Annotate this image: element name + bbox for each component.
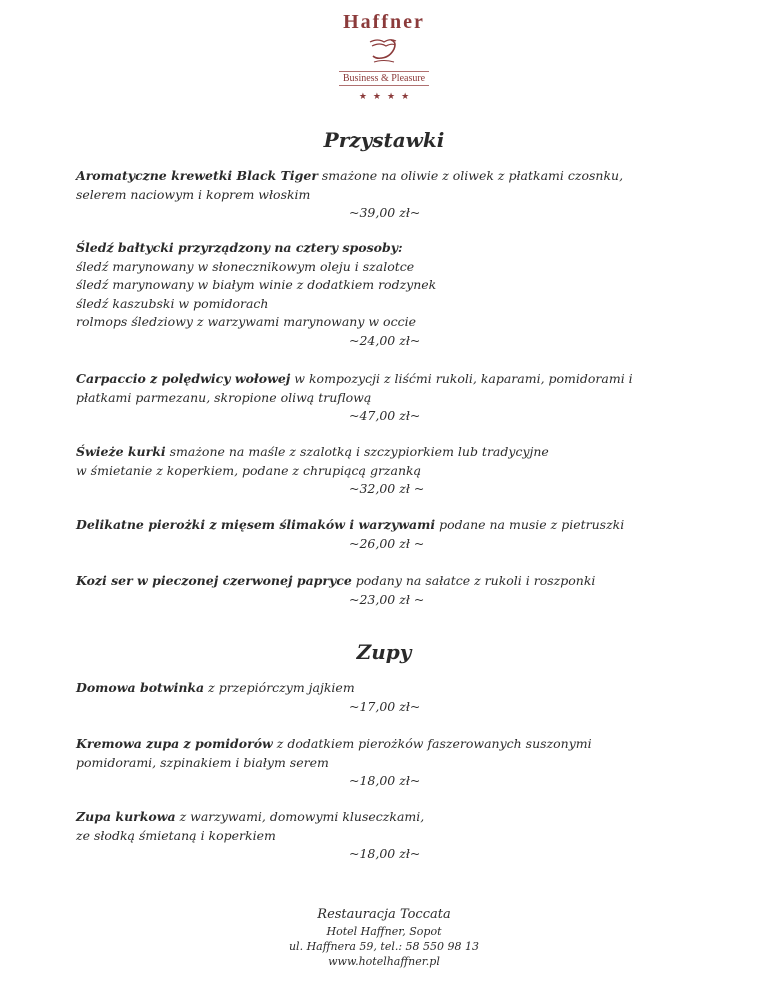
dish-price: ~26,00 zł ~: [349, 535, 425, 551]
dish-price: ~39,00 zł~: [349, 205, 421, 220]
menu-item: [76, 679, 676, 716]
menu-item: [76, 370, 676, 426]
dish-description: z przepiórczym jajkiem: [204, 680, 355, 695]
restaurant-footer: [0, 906, 768, 969]
menu-item: [76, 572, 676, 609]
dish-description: w śmietanie z koperkiem, podane z chrupiącą grzanką: [76, 462, 422, 478]
dish-price: ~24,00 zł~: [349, 332, 421, 348]
dish-description: śledź marynowany w białym winie z dodatkiem rodzynek: [76, 277, 437, 292]
dish-price: ~17,00 zł~: [349, 698, 421, 714]
menu-item: [76, 516, 676, 553]
dish-name: Kozi ser w pieczonej czerwonej papryce: [76, 573, 352, 588]
brand-tagline: Business & Pleasure: [339, 71, 429, 86]
hotel-stars: ★★★★: [358, 92, 416, 102]
dish-price: ~18,00 zł~: [349, 773, 421, 788]
dish-price: ~47,00 zł~: [349, 408, 421, 423]
dish-description: selerem naciowym i koprem włoskim: [76, 186, 311, 202]
menu-item: [76, 167, 676, 223]
dish-description: rolmops śledziowy z warzywami marynowany w occie: [76, 314, 416, 329]
dish-name: Carpaccio z polędwicy wołowej: [76, 371, 291, 386]
dish-description: ze słodką śmietaną i koperkiem: [76, 827, 276, 843]
dish-description: podane na musie z pietruszki: [435, 517, 625, 532]
brand-name: Haffner: [343, 11, 425, 33]
dish-description: podany na sałatce z rukoli i roszponki: [351, 573, 596, 588]
menu-item: [76, 239, 676, 350]
section-title-soups: Zupy: [356, 640, 412, 664]
dish-name: Delikatne pierożki z mięsem ślimaków i warzywami: [76, 517, 436, 532]
hotel-name: Hotel Haffner, Sopot: [326, 925, 442, 938]
dish-description: z warzywami, domowymi kluseczkami,: [175, 809, 425, 824]
hotel-website: www.hotelhaffner.pl: [328, 955, 440, 968]
dish-name: Świeże kurki: [76, 444, 166, 459]
dish-name: Kremowa zupa z pomidorów: [76, 736, 273, 751]
dish-description: smażone na maśle z szalotką i szczypiorkiem lub tradycyjne: [165, 444, 549, 459]
menu-item: [76, 808, 676, 864]
dish-description: w kompozycji z liśćmi rukoli, kaparami, pomidorami i: [290, 371, 633, 386]
dish-price: ~18,00 zł~: [349, 846, 421, 861]
menu-item: [76, 443, 676, 499]
menu-item: [76, 735, 676, 791]
dish-description: z dodatkiem pierożków faszerowanych suszonymi: [272, 736, 592, 751]
hotel-address: ul. Haffnera 59, tel.: 58 550 98 13: [288, 940, 480, 953]
dish-name: Aromatyczne krewetki Black Tiger: [76, 168, 318, 183]
dish-description: śledź kaszubski w pomidorach: [76, 295, 269, 311]
dish-description: śledź marynowany w słonecznikowym oleju i szalotce: [76, 258, 415, 274]
hotel-logo: [0, 10, 768, 102]
dish-price: ~23,00 zł ~: [349, 591, 425, 607]
dish-name: Śledź bałtycki przyrządzony na cztery sposoby:: [76, 240, 403, 255]
swan-emblem-icon: [364, 36, 404, 66]
dish-description: płatkami parmezanu, skropione oliwą truflową: [76, 389, 372, 405]
restaurant-name: Restauracja Toccata: [317, 907, 451, 922]
section-title-appetizers: Przystawki: [323, 128, 445, 152]
dish-description: pomidorami, szpinakiem i białym serem: [76, 754, 329, 770]
dish-name: Domowa botwinka: [76, 680, 205, 695]
dish-name: Zupa kurkowa: [76, 809, 176, 824]
dish-price: ~32,00 zł ~: [349, 481, 425, 496]
dish-description: smażone na oliwie z oliwek z płatkami czosnku,: [317, 168, 624, 183]
